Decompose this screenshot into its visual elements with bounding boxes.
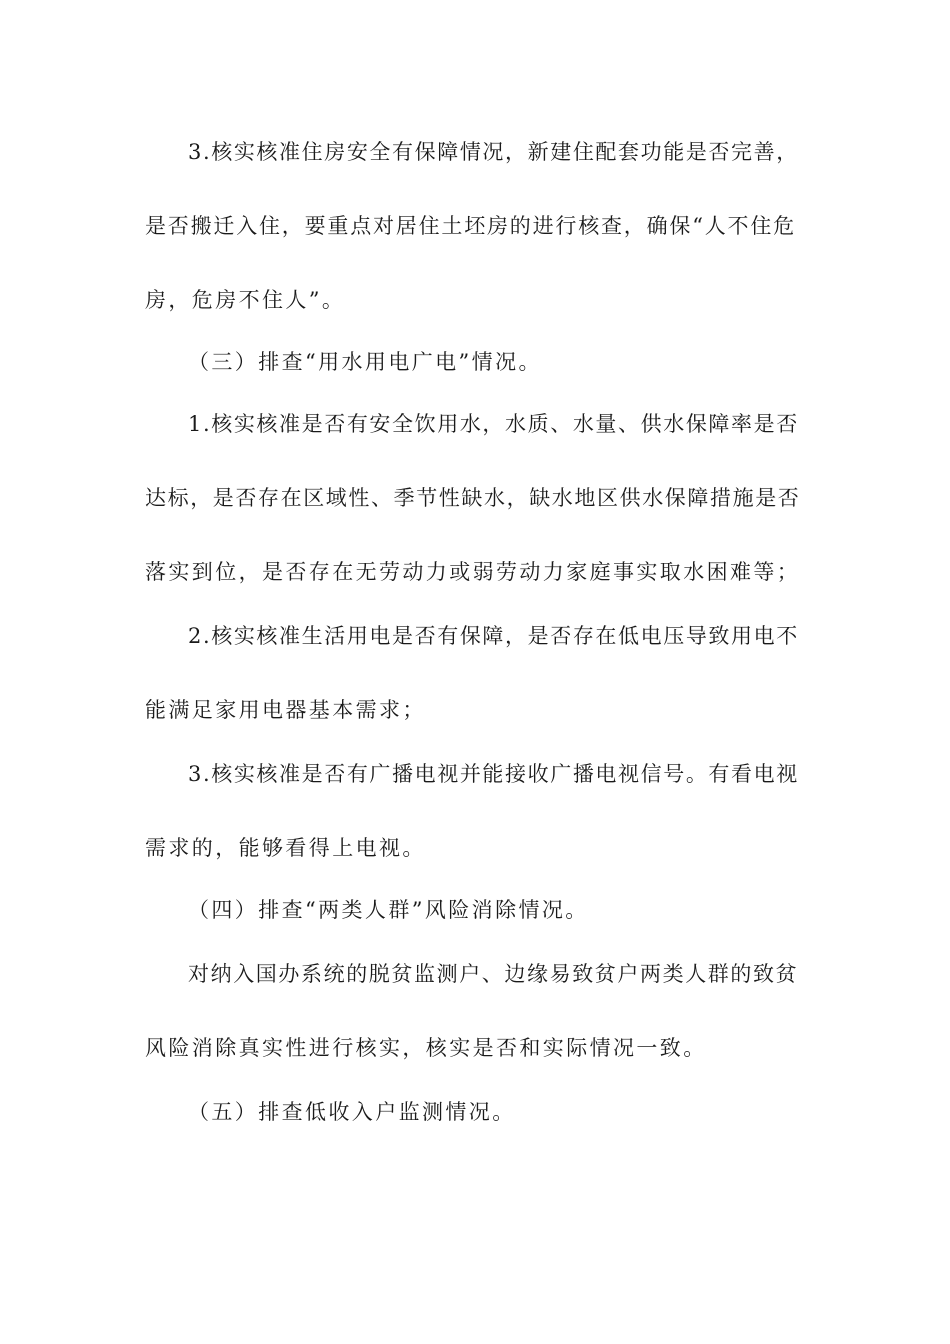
paragraph-electricity-line-2: 能满足家用电器基本需求； xyxy=(145,698,426,722)
paragraph-electricity-line-1: 2.核实核准生活用电是否有保障，是否存在低电压导致用电不 xyxy=(188,624,799,648)
paragraph-water-line-3: 落实到位，是否存在无劳动力或弱劳动力家庭事实取水困难等； xyxy=(145,560,801,584)
paragraph-water-line-2: 达标，是否存在区域性、季节性缺水，缺水地区供水保障措施是否 xyxy=(145,486,801,510)
paragraph-housing-safety-line-2: 是否搬迁入住，要重点对居住土坯房的进行核查，确保“人不住危 xyxy=(145,214,796,238)
paragraph-housing-safety-line-1: 3.核实核准住房安全有保障情况，新建住配套功能是否完善， xyxy=(188,140,799,164)
paragraph-broadcast-line-2: 需求的，能够看得上电视。 xyxy=(145,836,426,860)
section-heading-4: （四）排查“两类人群”风险消除情况。 xyxy=(188,898,589,922)
paragraph-housing-safety-line-3: 房，危房不住人”。 xyxy=(145,288,346,312)
paragraph-water-line-1: 1.核实核准是否有安全饮用水，水质、水量、供水保障率是否 xyxy=(188,412,799,436)
section-heading-5: （五）排查低收入户监测情况。 xyxy=(188,1100,516,1124)
paragraph-broadcast-line-1: 3.核实核准是否有广播电视并能接收广播电视信号。有看电视 xyxy=(188,762,799,786)
section-heading-3: （三）排查“用水用电广电”情况。 xyxy=(188,350,542,374)
paragraph-two-groups-line-1: 对纳入国办系统的脱贫监测户、边缘易致贫户两类人群的致贫 xyxy=(188,962,799,986)
paragraph-two-groups-line-2: 风险消除真实性进行核实，核实是否和实际情况一致。 xyxy=(145,1036,707,1060)
